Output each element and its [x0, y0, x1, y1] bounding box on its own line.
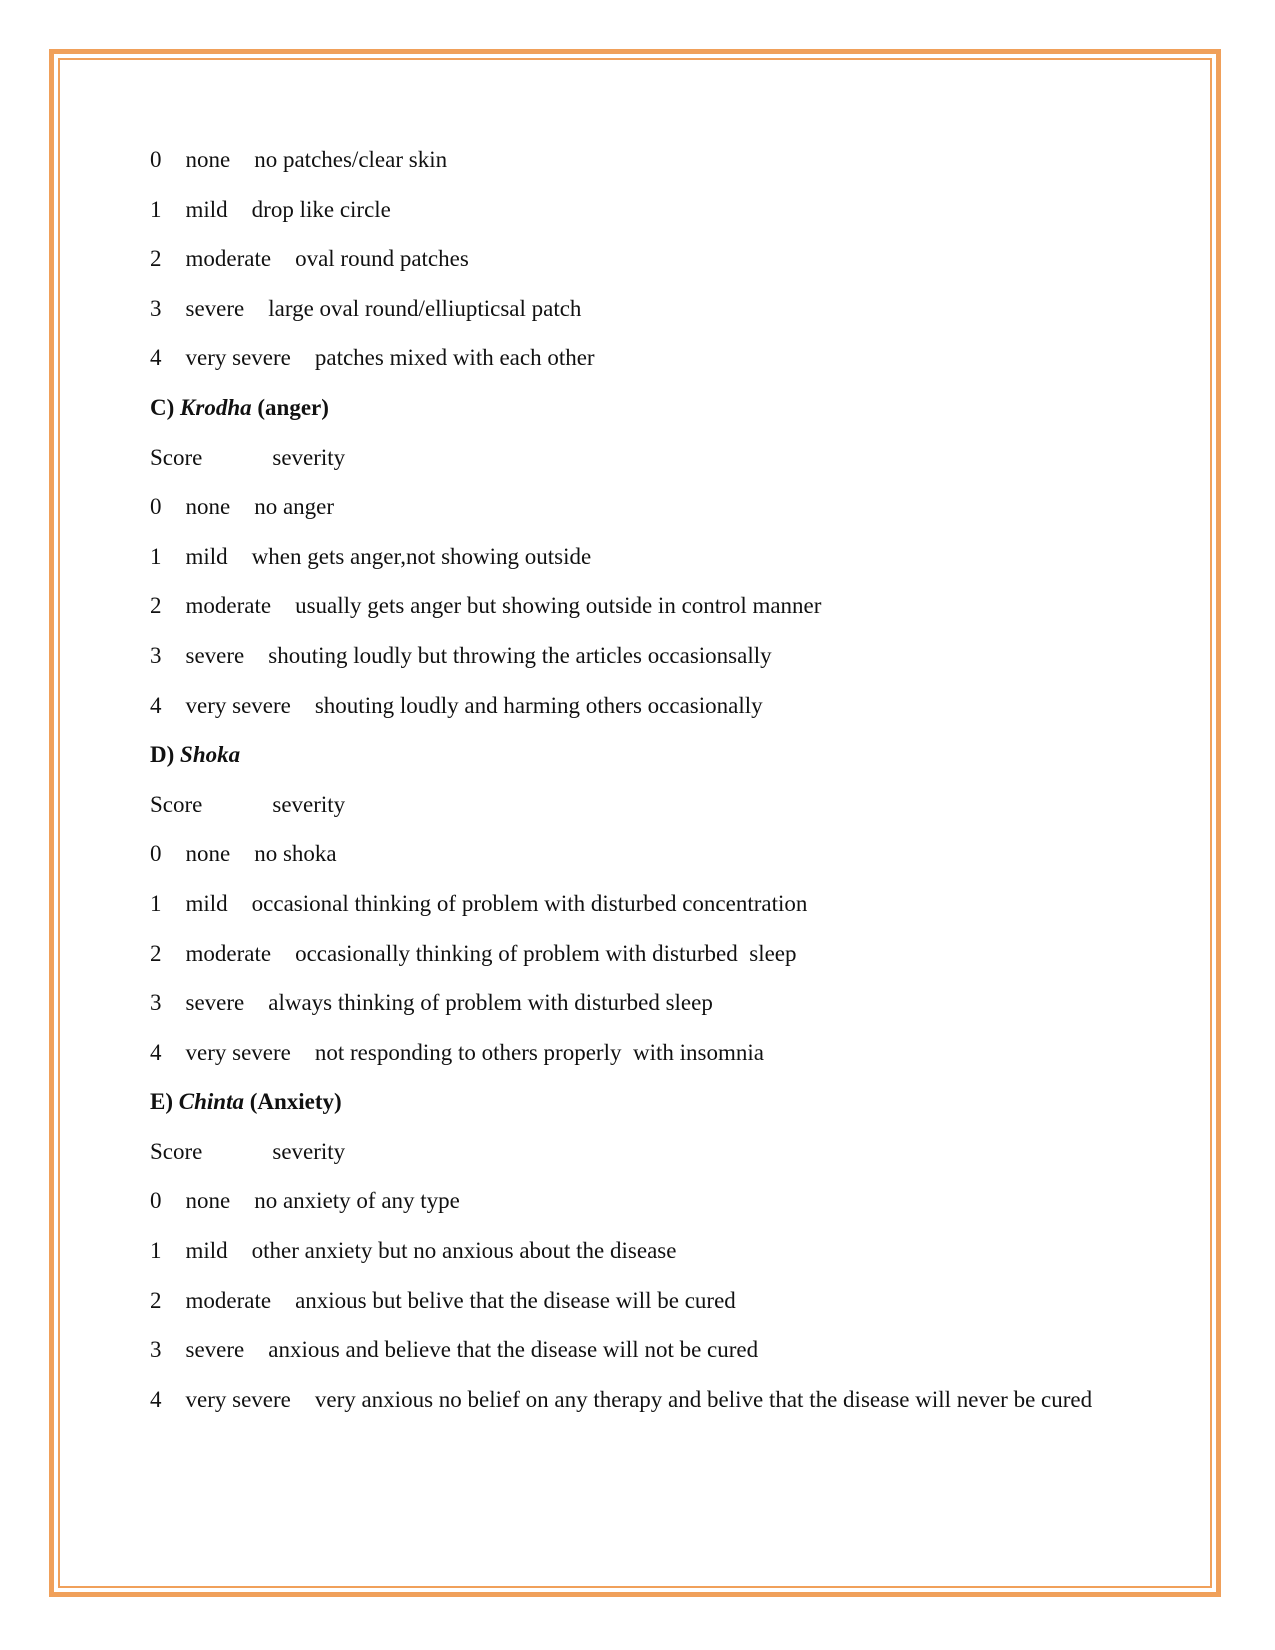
section-krodha [150, 394, 1125, 720]
score-value: 2 [150, 246, 162, 272]
severity-description: large oval round/elliupticsal patch [268, 295, 582, 321]
score-value: 3 [150, 990, 162, 1016]
severity-description: no shoka [254, 841, 337, 867]
severity-description: shouting loudly but throwing the articles occasionsally [268, 642, 772, 668]
severity-label: very severe [185, 692, 291, 718]
document-body [150, 146, 1125, 1435]
intro-score-list [150, 146, 1125, 372]
column-header [150, 791, 1125, 819]
severity-description: oval round patches [295, 246, 469, 272]
section-heading [150, 394, 1125, 422]
score-value: 1 [150, 543, 162, 569]
section-suffix: (Anxiety) [249, 1089, 342, 1115]
score-row [150, 1237, 1125, 1265]
severity-label: none [185, 841, 231, 867]
score-value: 3 [150, 295, 162, 321]
severity-description: no anger [254, 494, 335, 520]
severity-label: mild [185, 1238, 228, 1264]
score-row [150, 592, 1125, 620]
score-value: 0 [150, 147, 162, 172]
score-row [150, 1386, 1125, 1414]
section-heading [150, 1088, 1125, 1116]
score-value: 1 [150, 1238, 162, 1264]
score-value: 4 [150, 1039, 162, 1065]
severity-label: severe [185, 642, 245, 668]
section-letter: E) [150, 1089, 173, 1115]
severity-header: severity [272, 791, 346, 817]
severity-label: moderate [185, 1287, 272, 1313]
severity-label: mild [185, 543, 228, 569]
score-row [150, 245, 1125, 273]
score-value: 1 [150, 890, 162, 916]
score-row [150, 1187, 1125, 1215]
score-row [150, 840, 1125, 868]
score-header: Score [150, 444, 203, 470]
severity-description: no patches/clear skin [254, 147, 448, 172]
severity-description: anxious but belive that the disease will be cured [295, 1287, 736, 1313]
score-value: 2 [150, 593, 162, 619]
severity-description: very anxious no belief on any therapy and belive that the disease will never be cured [314, 1386, 1093, 1412]
severity-description: not responding to others properly with insomnia [314, 1039, 764, 1065]
score-value: 1 [150, 196, 162, 222]
score-row [150, 146, 1125, 174]
column-header [150, 1138, 1125, 1166]
severity-label: none [185, 1188, 231, 1214]
section-suffix: (anger) [257, 394, 329, 420]
score-row [150, 295, 1125, 323]
score-value: 4 [150, 1386, 162, 1412]
score-value: 3 [150, 642, 162, 668]
section-term: Krodha [180, 394, 252, 420]
section-term: Shoka [180, 742, 241, 768]
score-row [150, 642, 1125, 670]
severity-description: always thinking of problem with disturbed sleep [268, 990, 713, 1016]
severity-label: severe [185, 1337, 245, 1363]
severity-description: drop like circle [251, 196, 391, 222]
score-row [150, 543, 1125, 571]
score-value: 4 [150, 692, 162, 718]
severity-description: shouting loudly and harming others occasionally [314, 692, 763, 718]
score-row [150, 344, 1125, 372]
score-row [150, 890, 1125, 918]
score-header: Score [150, 791, 203, 817]
score-row [150, 1039, 1125, 1067]
severity-label: mild [185, 890, 228, 916]
severity-description: other anxiety but no anxious about the disease [251, 1238, 677, 1264]
severity-description: occasionally thinking of problem with disturbed sleep [295, 940, 797, 966]
severity-header: severity [272, 444, 346, 470]
severity-label: severe [185, 990, 245, 1016]
section-letter: C) [150, 394, 175, 420]
severity-label: none [185, 494, 231, 520]
score-row [150, 196, 1125, 224]
severity-label: none [185, 147, 231, 172]
score-row [150, 1336, 1125, 1364]
score-value: 2 [150, 940, 162, 966]
score-value: 4 [150, 345, 162, 371]
score-value: 0 [150, 841, 162, 867]
severity-description: anxious and believe that the disease will not be cured [268, 1337, 759, 1363]
severity-header: severity [272, 1138, 346, 1164]
severity-label: very severe [185, 1386, 291, 1412]
severity-description: when gets anger,not showing outside [251, 543, 592, 569]
severity-label: mild [185, 196, 228, 222]
severity-description: occasional thinking of problem with disturbed concentration [251, 890, 808, 916]
score-header: Score [150, 1138, 203, 1164]
severity-label: severe [185, 295, 245, 321]
score-value: 0 [150, 1188, 162, 1214]
section-chinta [150, 1088, 1125, 1414]
score-row [150, 493, 1125, 521]
severity-description: usually gets anger but showing outside in control manner [295, 593, 822, 619]
score-row [150, 1287, 1125, 1315]
severity-description: patches mixed with each other [314, 345, 595, 371]
section-shoka [150, 741, 1125, 1067]
severity-label: very severe [185, 1039, 291, 1065]
score-row [150, 692, 1125, 720]
severity-label: moderate [185, 246, 272, 272]
score-value: 3 [150, 1337, 162, 1363]
section-letter: D) [150, 742, 175, 768]
column-header [150, 444, 1125, 472]
score-value: 2 [150, 1287, 162, 1313]
score-value: 0 [150, 494, 162, 520]
score-row [150, 940, 1125, 968]
section-term: Chinta [178, 1089, 244, 1115]
severity-description: no anxiety of any type [254, 1188, 460, 1214]
section-heading [150, 741, 1125, 769]
severity-label: moderate [185, 940, 272, 966]
severity-label: very severe [185, 345, 291, 371]
score-row [150, 989, 1125, 1017]
severity-label: moderate [185, 593, 272, 619]
